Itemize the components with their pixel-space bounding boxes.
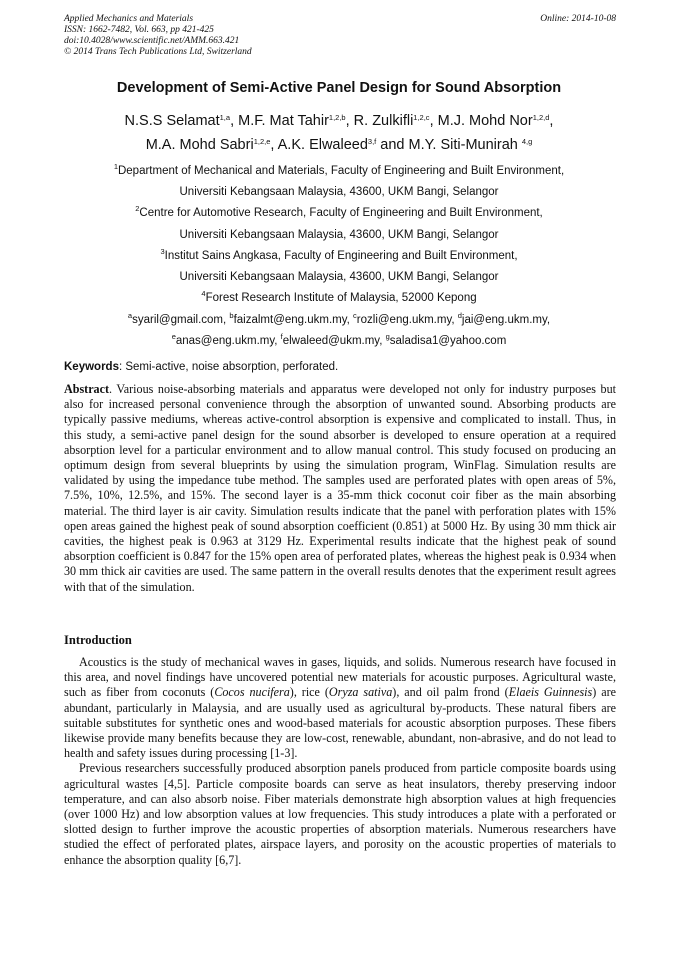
emails-line-2 [40,331,638,352]
author-affil-sup: 3,f [367,137,377,146]
author-name: N.S.S Selamat [124,113,220,129]
affiliation-line [40,267,638,288]
email-sup: e [171,332,176,341]
section-heading-introduction: Introduction [64,633,132,647]
affiliation-line [40,288,638,309]
email-address: jai@eng.ukm.my, [461,314,551,326]
author-sep: , [345,113,354,129]
author-sep: , [549,113,554,129]
author-name: M.F. Mat Tahir [238,113,329,129]
author-name: R. Zulkifli [353,113,414,129]
intro-paragraph-2: Previous researchers successfully produced absorption panels produced from particle composite boards using agricultural wastes [4,5]. Particle composite boards can serve as heat insulators, thereby preserving indoor temperature, and can also absorb noise. Fiber materials demonstrate high absorption values at high frequencies (over 1000 Hz) and low absorption values at low frequencies. This study introduces a plate with a perforated or slotted design to further improve the acoustic properties of absorption materials. Numerous researchers have studied the effect of perforated plates, airspace layers, and porosity on the acoustic properties of materials to enhance the absorption quality [6,7]. [64,761,616,867]
affiliation-line [40,182,638,203]
author-sep: , [230,113,239,129]
email-address: saladisa1@yahoo.com [389,335,507,347]
email-sup: f [280,332,283,341]
affiliation-line [40,161,638,182]
author-affil-sup: 4,g [521,137,533,146]
abstract-label: Abstract [64,382,110,396]
abstract [64,382,616,595]
email-sup: a [127,311,133,320]
author-affil-sup: 1,2,e [253,137,271,146]
affiliation-line [40,246,638,267]
email-sup: g [385,332,390,341]
keywords-text: : Semi-active, noise absorption, perforated. [118,361,339,373]
species-name: Elaeis Guinnesis [508,685,593,700]
affil-text: Centre for Automotive Research, Faculty of Engineering and Built Environment, [139,207,543,219]
affil-text: Universiti Kebangsaan Malaysia, 43600, UKM Bangi, Selangor [179,186,499,198]
keywords [64,361,616,373]
affil-number: 3 [160,247,165,256]
affiliation-line [40,203,638,224]
intro-text: ) are abundant, particularly in Malaysia, and are usually used as agricultural by-products. These natural fibers are suitable substitutes for synthetic ones and wood-based materials for acoustic absorption purposes. These fibers likewise provide many benefits because they are low-cost, renewable, abundant, non-abrasive, and do not lead to health and safety issues during processing [1-3]. [64,685,616,761]
intro-text: ), rice ( [289,685,329,700]
introduction-body [64,655,616,868]
affil-number: 4 [201,289,206,298]
species-name: Oryza sativa [328,685,393,700]
author-sep: , [429,113,438,129]
affil-text: Department of Mechanical and Materials, Faculty of Engineering and Built Environment, [117,165,565,177]
authors-line-2 [40,134,638,156]
author-affil-sup: 1,a [219,113,231,122]
paper-title: Development of Semi-Active Panel Design for Sound Absorption [116,80,562,96]
abstract-text: . Various noise-absorbing materials and apparatus were developed not only for industry purposes but also for increased personal convenience through the absorption of unwanted sound. Absorbing products are typically passive mediums, whereas active-control absorption is expensive and complicated to install. Thus, in this study, a semi-active panel design for the sound absorber is developed to ensure operation at a required absorption level for a particular environment and to allow manual control. This study focused on producing an optimum design from several blueprints by using the simulation program, WinFlag. Simulation results are validated by using the impedance tube method. The samples used are perforated plates with open areas of 5%, 7.5%, 10%, 12.5%, and 15%. The second layer is a 35-mm thick coconut coir fiber as the main absorbing material. The third layer is air cavity. Simulation results indicate that the panel with perforation plates with 15% open areas gained the highest peak of sound absorption coefficient (0.851) at 5000 Hz. By using 30 mm thick air cavities, the highest peak is 0.963 at 3129 Hz. Experimental results indicate that the highest peak of sound absorption coefficient is 0.847 for the 15% open area of perforated plates, whereas the highest peak is 0.934 when 30 mm thick air cavities are used. The same pattern in the overall results denotes that the experiment result agrees with that of the simulation. [64,382,616,594]
authors-line-1 [40,110,638,132]
email-address: anas@eng.ukm.my, [175,335,281,347]
author-sep: and [376,137,409,153]
author-name: M.A. Mohd Sabri [145,137,254,153]
affil-text: Universiti Kebangsaan Malaysia, 43600, UKM Bangi, Selangor [179,229,499,241]
issn-line: ISSN: 1662-7482, Vol. 663, pp 421-425 [64,25,214,35]
affil-text: Institut Sains Angkasa, Faculty of Engineering and Built Environment, [164,250,518,262]
keywords-label: Keywords [64,361,119,373]
author-affil-sup: 1,2,b [328,113,346,122]
affiliation-line [40,225,638,246]
intro-paragraph-1 [64,655,616,761]
email-address: elwaleed@ukm.my, [282,335,386,347]
emails-line-1 [40,310,638,331]
species-name: Cocos nucifera [214,685,290,700]
affil-number: 1 [113,162,118,171]
author-affil-sup: 1,2,c [413,113,430,122]
journal-name: Applied Mechanics and Materials [64,14,194,24]
affil-number: 2 [135,204,140,213]
author-name: M.J. Mohd Nor [437,113,533,129]
author-name: M.Y. Siti-Munirah [408,137,522,153]
doi-line: doi:10.4028/www.scientific.net/AMM.663.421 [64,36,240,46]
author-affil-sup: 1,2,d [532,113,550,122]
email-address: syaril@gmail.com, [132,314,230,326]
journal-header [64,14,616,58]
author-sep: , [270,137,278,153]
email-address: rozli@eng.ukm.my, [356,314,458,326]
author-name: A.K. Elwaleed [277,137,368,153]
affil-text: Universiti Kebangsaan Malaysia, 43600, UKM Bangi, Selangor [179,271,499,283]
intro-text: ), and oil palm frond ( [392,685,509,700]
affil-text: Forest Research Institute of Malaysia, 52000 Kepong [205,292,477,304]
email-sup: c [353,311,357,320]
email-sup: b [229,311,234,320]
email-sup: d [457,311,462,320]
online-date: Online: 2014-10-08 [540,14,616,24]
email-address: faizalmt@eng.ukm.my, [233,314,354,326]
intro-text: Acoustics is the study of mechanical waves in gases, liquids, and solids. Numerous research have focused in this area, and novel findings have uncovered potential new materials for acoustic purposes. Agricultural waste, such as fiber from coconuts ( [64,655,616,700]
copyright-line: © 2014 Trans Tech Publications Ltd, Switzerland [64,47,252,57]
